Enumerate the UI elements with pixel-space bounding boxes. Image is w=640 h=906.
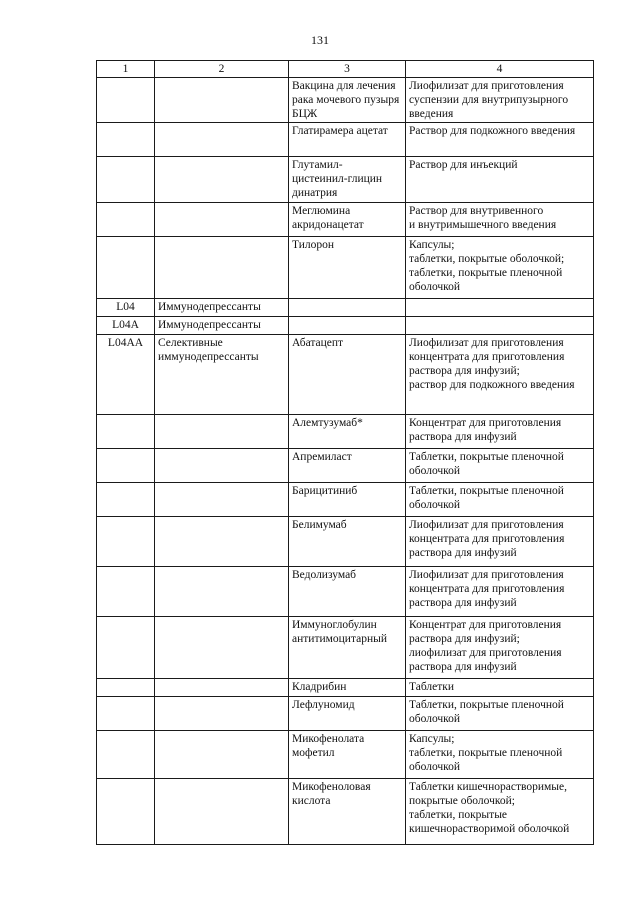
- drug-name-cell: Вакцина для лечения рака мочевого пузыря БЦЖ: [289, 78, 406, 123]
- drug-name-cell: Алемтузумаб*: [289, 415, 406, 449]
- atc-group-cell: [155, 517, 289, 567]
- atc-group-cell: Селективные иммунодепрессанты: [155, 335, 289, 415]
- dosage-form-cell: [406, 299, 594, 317]
- table-row: [97, 335, 594, 415]
- dosage-form-cell: Таблетки, покрытые пленочной оболочкой: [406, 697, 594, 731]
- drug-name-cell: Абатацепт: [289, 335, 406, 415]
- table-row: [97, 449, 594, 483]
- table-row: [97, 517, 594, 567]
- dosage-form-cell: Раствор для внутривенного и внутримышечного введения: [406, 203, 594, 237]
- table-row: [97, 415, 594, 449]
- page-number: 131: [311, 33, 329, 47]
- dosage-form-cell: Лиофилизат для приготовления концентрата для приготовления раствора для инфузий; раствор для подкожного введения: [406, 335, 594, 415]
- code-cell: [97, 415, 155, 449]
- atc-group-cell: Иммунодепрессанты: [155, 299, 289, 317]
- dosage-form-cell: [406, 317, 594, 335]
- dosage-form-cell: Таблетки: [406, 679, 594, 697]
- table-row: [97, 567, 594, 617]
- header-row: [97, 61, 594, 78]
- code-cell: [97, 123, 155, 157]
- drug-name-cell: Барицитиниб: [289, 483, 406, 517]
- table-row: [97, 697, 594, 731]
- dosage-form-cell: Таблетки, покрытые пленочной оболочкой: [406, 483, 594, 517]
- drug-name-cell: Микофенолата мофетил: [289, 731, 406, 779]
- drug-name-cell: Меглюмина акридонацетат: [289, 203, 406, 237]
- header-col-2: 2: [155, 61, 289, 78]
- drug-name-cell: Микофеноловая кислота: [289, 779, 406, 845]
- table-row: [97, 123, 594, 157]
- code-cell: L04: [97, 299, 155, 317]
- code-cell: [97, 78, 155, 123]
- atc-group-cell: [155, 567, 289, 617]
- dosage-form-cell: Капсулы; таблетки, покрытые пленочной оболочкой: [406, 731, 594, 779]
- dosage-form-cell: Таблетки кишечнорастворимые, покрытые оболочкой; таблетки, покрытые кишечнорастворимой оболочкой: [406, 779, 594, 845]
- table-row: [97, 779, 594, 845]
- table-row: [97, 157, 594, 203]
- atc-group-cell: [155, 483, 289, 517]
- atc-group-cell: [155, 449, 289, 483]
- atc-group-cell: [155, 237, 289, 299]
- code-cell: [97, 779, 155, 845]
- code-cell: [97, 483, 155, 517]
- atc-group-cell: [155, 157, 289, 203]
- table-row: [97, 483, 594, 517]
- table-row: [97, 617, 594, 679]
- code-cell: [97, 697, 155, 731]
- atc-group-cell: [155, 123, 289, 157]
- atc-group-cell: [155, 415, 289, 449]
- drug-name-cell: [289, 299, 406, 317]
- dosage-form-cell: Таблетки, покрытые пленочной оболочкой: [406, 449, 594, 483]
- code-cell: [97, 157, 155, 203]
- atc-group-cell: Иммунодепрессанты: [155, 317, 289, 335]
- dosage-form-cell: Лиофилизат для приготовления концентрата для приготовления раствора для инфузий: [406, 567, 594, 617]
- table-row: [97, 237, 594, 299]
- code-cell: [97, 203, 155, 237]
- drug-name-cell: Иммуноглобулин антитимоцитарный: [289, 617, 406, 679]
- atc-group-cell: [155, 679, 289, 697]
- code-cell: [97, 237, 155, 299]
- atc-group-cell: [155, 697, 289, 731]
- table-row: [97, 317, 594, 335]
- code-cell: [97, 449, 155, 483]
- drug-table: [96, 60, 594, 845]
- drug-name-cell: Белимумаб: [289, 517, 406, 567]
- header-col-1: 1: [97, 61, 155, 78]
- drug-name-cell: Тилорон: [289, 237, 406, 299]
- atc-group-cell: [155, 779, 289, 845]
- code-cell: L04AA: [97, 335, 155, 415]
- drug-name-cell: Лефлуномид: [289, 697, 406, 731]
- dosage-form-cell: Лиофилизат для приготовления суспензии для внутрипузырного введения: [406, 78, 594, 123]
- code-cell: [97, 679, 155, 697]
- table-row: [97, 299, 594, 317]
- table-row: [97, 679, 594, 697]
- table-row: [97, 203, 594, 237]
- code-cell: [97, 517, 155, 567]
- drug-name-cell: Апремиласт: [289, 449, 406, 483]
- code-cell: [97, 617, 155, 679]
- table-row: [97, 731, 594, 779]
- code-cell: L04A: [97, 317, 155, 335]
- atc-group-cell: [155, 78, 289, 123]
- drug-name-cell: Кладрибин: [289, 679, 406, 697]
- atc-group-cell: [155, 617, 289, 679]
- dosage-form-cell: Капсулы; таблетки, покрытые оболочкой; таблетки, покрытые пленочной оболочкой: [406, 237, 594, 299]
- drug-name-cell: Глатирамера ацетат: [289, 123, 406, 157]
- header-col-4: 4: [406, 61, 594, 78]
- dosage-form-cell: Концентрат для приготовления раствора для инфузий: [406, 415, 594, 449]
- header-col-3: 3: [289, 61, 406, 78]
- atc-group-cell: [155, 731, 289, 779]
- dosage-form-cell: Концентрат для приготовления раствора для инфузий; лиофилизат для приготовления раствора для инфузий: [406, 617, 594, 679]
- dosage-form-cell: Раствор для инъекций: [406, 157, 594, 203]
- code-cell: [97, 731, 155, 779]
- drug-name-cell: Ведолизумаб: [289, 567, 406, 617]
- drug-name-cell: [289, 317, 406, 335]
- dosage-form-cell: Раствор для подкожного введения: [406, 123, 594, 157]
- atc-group-cell: [155, 203, 289, 237]
- dosage-form-cell: Лиофилизат для приготовления концентрата для приготовления раствора для инфузий: [406, 517, 594, 567]
- drug-name-cell: Глутамил- цистеинил-глицин динатрия: [289, 157, 406, 203]
- table-row: [97, 78, 594, 123]
- code-cell: [97, 567, 155, 617]
